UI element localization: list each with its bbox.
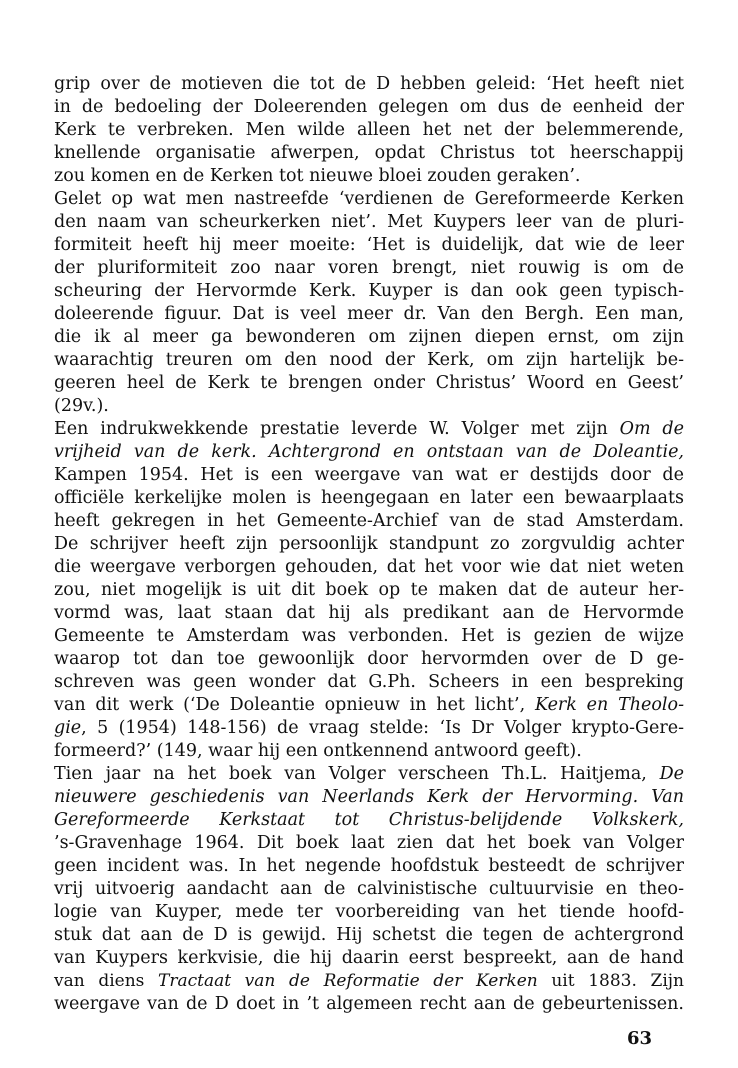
text-line — [54, 234, 684, 257]
text-line — [54, 648, 684, 671]
text-line — [54, 257, 684, 280]
text-line — [54, 579, 684, 602]
text-line — [54, 510, 684, 533]
text-segment: geen incident was. In het negende hoofdstuk besteedt de schrijver — [54, 856, 684, 876]
text-line — [54, 901, 684, 924]
text-segment: Gemeente te Amsterdam was verbonden. Het is gezien de wijze — [54, 626, 684, 646]
text-segment: heeft gekregen in het Gemeente-Archief van de stad Amsterdam. — [54, 511, 684, 531]
text-line — [54, 464, 684, 487]
text-segment: zou komen en de Kerken tot nieuwe bloei zouden geraken’. — [54, 166, 581, 186]
text-line — [54, 740, 684, 763]
text-line — [54, 303, 684, 326]
text-line — [54, 372, 684, 395]
text-segment: Gelet op wat men nastreefde ‘verdienen de Gereformeerde Kerken — [54, 189, 684, 209]
text-segment: zou, niet mogelijk is uit dit boek op te maken dat de auteur her- — [54, 580, 684, 600]
text-line — [54, 947, 684, 970]
text-line — [54, 717, 684, 740]
text-line — [54, 119, 684, 142]
text-segment: officiële kerkelijke molen is heengegaan en later een bewaarplaats — [54, 488, 684, 508]
text-line — [54, 671, 684, 694]
text-line — [54, 786, 684, 809]
text-segment: van Kuypers kerkvisie, die hij daarin eerst bespreekt, aan de hand — [54, 948, 684, 968]
text-line — [54, 832, 684, 855]
text-segment: van dit werk (‘De Doleantie opnieuw in het licht’, — [54, 695, 535, 715]
text-segment: uit 1883. Zijn — [537, 971, 684, 991]
text-segment: in de bedoeling der Doleerenden gelegen om dus de eenheid der — [54, 97, 684, 117]
text-line — [54, 878, 684, 901]
text-line — [54, 188, 684, 211]
text-line — [54, 73, 684, 96]
text-line — [54, 763, 684, 786]
text-line — [54, 165, 684, 188]
text-segment: doleerende figuur. Dat is veel meer dr. Van den Bergh. Een man, — [54, 304, 684, 324]
text-line — [54, 625, 684, 648]
text-line — [54, 280, 684, 303]
text-segment: Kampen 1954. Het is een weergave van wat er destijds door de — [54, 465, 684, 485]
italic-text-segment: Tractaat van de Reformatie der Kerken — [158, 971, 538, 991]
text-line — [54, 602, 684, 625]
text-line — [54, 418, 684, 441]
text-segment: formiteit heeft hij meer moeite: ‘Het is duidelijk, dat wie de leer — [54, 235, 684, 255]
italic-text-segment: Kerk en Theolo- — [534, 695, 684, 715]
text-line — [54, 533, 684, 556]
body-text — [54, 73, 684, 1016]
text-segment: knellende organisatie afwerpen, opdat Christus tot heerschappij — [54, 143, 684, 163]
text-line — [54, 487, 684, 510]
text-segment: ’s-Gravenhage 1964. Dit boek laat zien dat het boek van Volger — [54, 833, 684, 853]
text-segment: De schrijver heeft zijn persoonlijk standpunt zo zorgvuldig achter — [54, 534, 684, 554]
italic-text-segment: Om de — [619, 419, 684, 439]
text-line — [54, 556, 684, 579]
italic-text-segment: gie — [54, 718, 82, 738]
text-segment: Een indrukwekkende prestatie leverde W. Volger met zijn — [54, 419, 620, 439]
text-segment: geeren heel de Kerk te brengen onder Christus’ Woord en Geest’ — [54, 373, 684, 393]
text-line — [54, 326, 684, 349]
text-segment: grip over de motieven die tot de D hebben geleid: ‘Het heeft niet — [54, 74, 684, 94]
text-line — [54, 96, 684, 119]
italic-text-segment: Gereformeerde Kerkstaat tot Christus-belijdende Volkskerk, — [54, 810, 684, 830]
text-line — [54, 694, 684, 717]
text-segment: vrij uitvoerig aandacht aan de calvinistische cultuurvisie en theo- — [54, 879, 684, 899]
text-line — [54, 924, 684, 947]
italic-text-segment: De — [659, 764, 684, 784]
text-segment: waarop tot dan toe gewoonlijk door hervormden over de D ge- — [54, 649, 684, 669]
text-segment: Tien jaar na het boek van Volger verscheen Th.L. Haitjema, — [54, 764, 660, 784]
italic-text-segment: nieuwere geschiedenis van Neerlands Kerk der Hervorming. Van — [54, 787, 684, 807]
text-segment: van diens — [54, 971, 158, 991]
text-segment: die ik al meer ga bewonderen om zijnen diepen ernst, om zijn — [54, 327, 684, 347]
text-line — [54, 395, 684, 418]
text-segment: stuk dat aan de D is gewijd. Hij schetst die tegen de achtergrond — [54, 925, 684, 945]
text-line — [54, 142, 684, 165]
text-segment: Kerk te verbreken. Men wilde alleen het net der belemmerende, — [54, 120, 684, 140]
text-segment: logie van Kuyper, mede ter voorbereiding van het tiende hoofd- — [54, 902, 684, 922]
text-segment: (29v.). — [54, 396, 109, 416]
text-segment: die weergave verborgen gehouden, dat het voor wie dat niet weten — [54, 557, 684, 577]
text-line — [54, 441, 684, 464]
text-segment: den naam van scheurkerken niet’. Met Kuypers leer van de pluri- — [54, 212, 684, 232]
text-line — [54, 855, 684, 878]
text-segment: , 5 (1954) 148-156) de vraag stelde: ‘Is Dr Volger krypto-Gere- — [81, 718, 684, 738]
text-segment: vormd was, laat staan dat hij als predikant aan de Hervormde — [54, 603, 684, 623]
italic-text-segment: vrijheid van de kerk. Achtergrond en ontstaan van de Doleantie, — [54, 442, 684, 462]
text-segment: schreven was geen wonder dat G.Ph. Scheers in een bespreking — [54, 672, 684, 692]
text-segment: scheuring der Hervormde Kerk. Kuyper is dan ook geen typisch- — [54, 281, 684, 301]
text-segment: der pluriformiteit zoo naar voren brengt, niet rouwig is om de — [54, 258, 684, 278]
text-line — [54, 970, 684, 993]
text-segment: waarachtig treuren om den nood der Kerk, om zijn hartelijk be- — [54, 350, 684, 370]
text-line — [54, 993, 684, 1016]
text-segment: weergave van de D doet in ’t algemeen recht aan de gebeurtenissen. — [54, 994, 684, 1014]
text-line — [54, 809, 684, 832]
text-line — [54, 349, 684, 372]
text-line — [54, 211, 684, 234]
text-segment: formeerd?’ (149, waar hij een ontkennend antwoord geeft). — [54, 741, 582, 761]
page-number: 63 — [626, 1028, 652, 1049]
